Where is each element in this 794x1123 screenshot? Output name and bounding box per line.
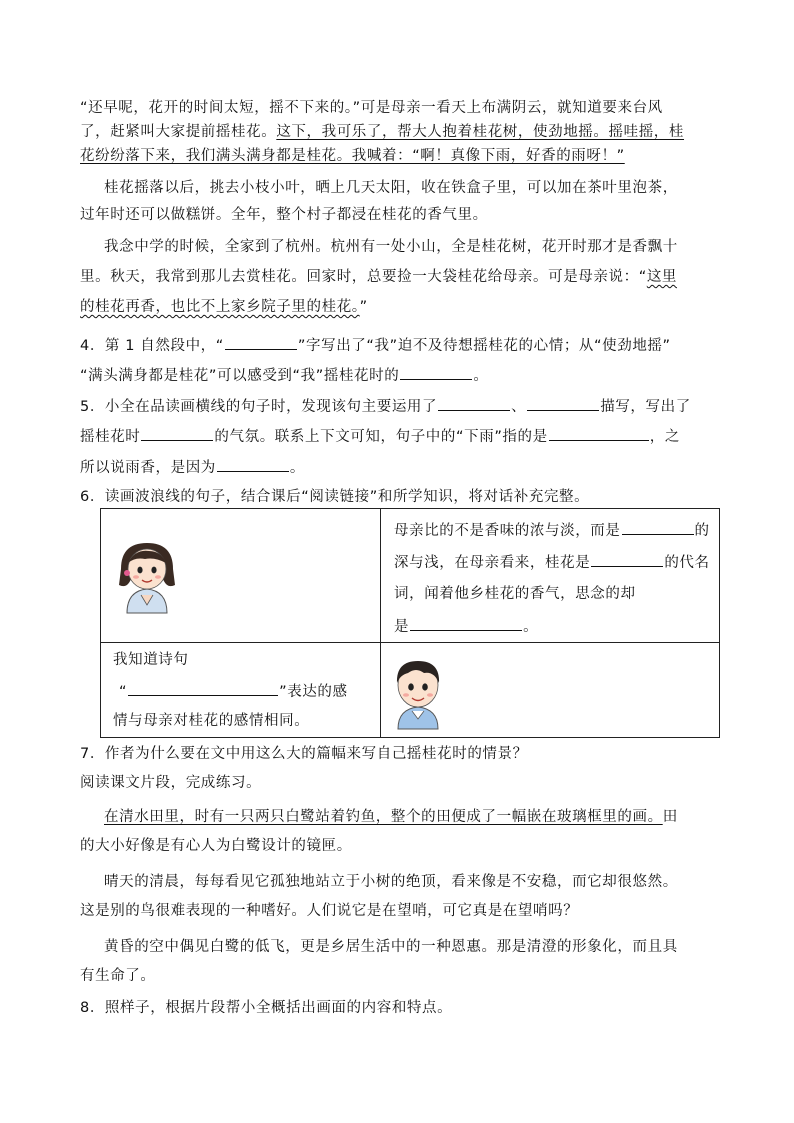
answer-blank[interactable] [438, 395, 510, 411]
answer-blank[interactable] [217, 456, 289, 472]
passage2-line: 黄昏的空中偶见白鹭的低飞，更是乡居生活中的一种恩惠。那是清澄的形象化，而且具 [104, 939, 678, 955]
boy-avatar-icon [390, 655, 446, 731]
answer-blank[interactable] [225, 334, 297, 350]
dialogue-text: 情与母亲对桂花的感情相同。 [113, 713, 310, 729]
passage2-line: 在清水田里，时有一只两只白鹭站着钓鱼，整个的田便成了一幅嵌在玻璃框里的画。田 [104, 809, 678, 825]
answer-blank[interactable] [128, 680, 278, 696]
answer-blank[interactable] [400, 364, 472, 380]
dialogue-text: “ ”表达的感 [119, 680, 348, 702]
passage2-line: 这是别的鸟很难表现的一种嗜好。人们说它是在望哨，可它真是在望哨吗？ [80, 903, 579, 919]
question-5: 5．小全在品读画横线的句子时，发现该句主要运用了 、 描写，写出了 [80, 395, 720, 417]
question-8: 8．照样子，根据片段帮小全概括出画面的内容和特点。 [80, 1000, 453, 1016]
passage1-line: 我念中学的时候，全家到了杭州。杭州有一处小山，全是桂花树，花开时那才是香飘十 [104, 239, 678, 255]
passage2-line: 有生命了。 [80, 968, 156, 984]
passage1-line: 过年时还可以做糕饼。全年，整个村子都浸在桂花的香气里。 [80, 207, 488, 223]
underlined-sentence: 在清水田里，时有一只两只白鹭站着钓鱼，整个的田便成了一幅嵌在玻璃框里的画。 [104, 809, 663, 825]
question-7: 7．作者为什么要在文中用这么大的篇幅来写自己摇桂花时的情景？ [80, 746, 528, 762]
dialogue-text: 我知道诗句 [113, 652, 189, 668]
question-5: 所以说雨香，是因为 。 [80, 456, 720, 478]
dialogue-text: 是 。 [394, 615, 538, 637]
girl-avatar-icon [115, 539, 179, 615]
passage2-line: 的大小好像是有心人为白鹭设计的镜匣。 [80, 838, 352, 854]
answer-blank[interactable] [141, 425, 213, 441]
passage1-line: “还早呢，花开的时间太短，摇不下来的。”可是母亲一看天上布满阴云，就知道要来台风 [80, 100, 663, 116]
wavy-sentence: 这里 [646, 269, 678, 285]
passage1-line [80, 145, 720, 167]
answer-blank[interactable] [549, 425, 649, 441]
question-5: 摇桂花时 的气氛。联系上下文可知，句子中的“下雨”指的是 ，之 [80, 425, 720, 447]
passage2-line: 晴天的清晨，每每看见它孤独地站立于小树的绝顶，看来像是不安稳，而它却很悠然。 [104, 874, 678, 890]
passage1-line: 桂花摇落以后，挑去小枝小叶，晒上几天太阳，收在铁盒子里，可以加在茶叶里泡茶， [104, 180, 678, 196]
underlined-sentence: 这下，我可乐了，帮大人抱着桂花树，使劲地摇。摇哇摇，桂 [276, 124, 685, 140]
passage1-line: 了，赶紧叫大家提前摇桂花。这下，我可乐了，帮大人抱着桂花树，使劲地摇。摇哇摇，桂 [80, 124, 685, 140]
answer-blank[interactable] [527, 395, 599, 411]
dialogue-text: 深与浅，在母亲看来，桂花是 的代名 [394, 551, 710, 573]
dialogue-text: 词，闻着他乡桂花的香气，思念的却 [394, 586, 636, 602]
answer-blank[interactable] [591, 551, 663, 567]
question-4: 4．第 1 自然段中，“ ”字写出了“我”迫不及待想摇桂花的心情；从“使劲地摇” [80, 334, 720, 356]
underlined-sentence: 花纷纷落下来，我们满头满身都是桂花。我喊着：“啊！真像下雨，好香的雨呀！” [80, 148, 625, 164]
answer-blank[interactable] [410, 615, 522, 631]
question-6-title: 6．读画波浪线的句子，结合课后“阅读链接”和所学知识，将对话补充完整。 [80, 489, 590, 505]
passage2-intro: 阅读课文片段，完成练习。 [80, 775, 262, 791]
passage1-line: 里。秋天，我常到那儿去赏桂花。回家时，总要捡一大袋桂花给母亲。可是母亲说：“这里 [80, 269, 678, 285]
dialogue-table [100, 508, 720, 738]
passage1-line: 的桂花再香，也比不上家乡院子里的桂花。” [80, 299, 368, 315]
dialogue-text: 母亲比的不是香味的浓与淡，而是 的 [394, 519, 710, 541]
answer-blank[interactable] [622, 519, 694, 535]
question-4: “满头满身都是桂花”可以感受到“我”摇桂花时的 。 [80, 364, 720, 386]
wavy-sentence: 的桂花再香，也比不上家乡院子里的桂花。 [80, 299, 360, 315]
